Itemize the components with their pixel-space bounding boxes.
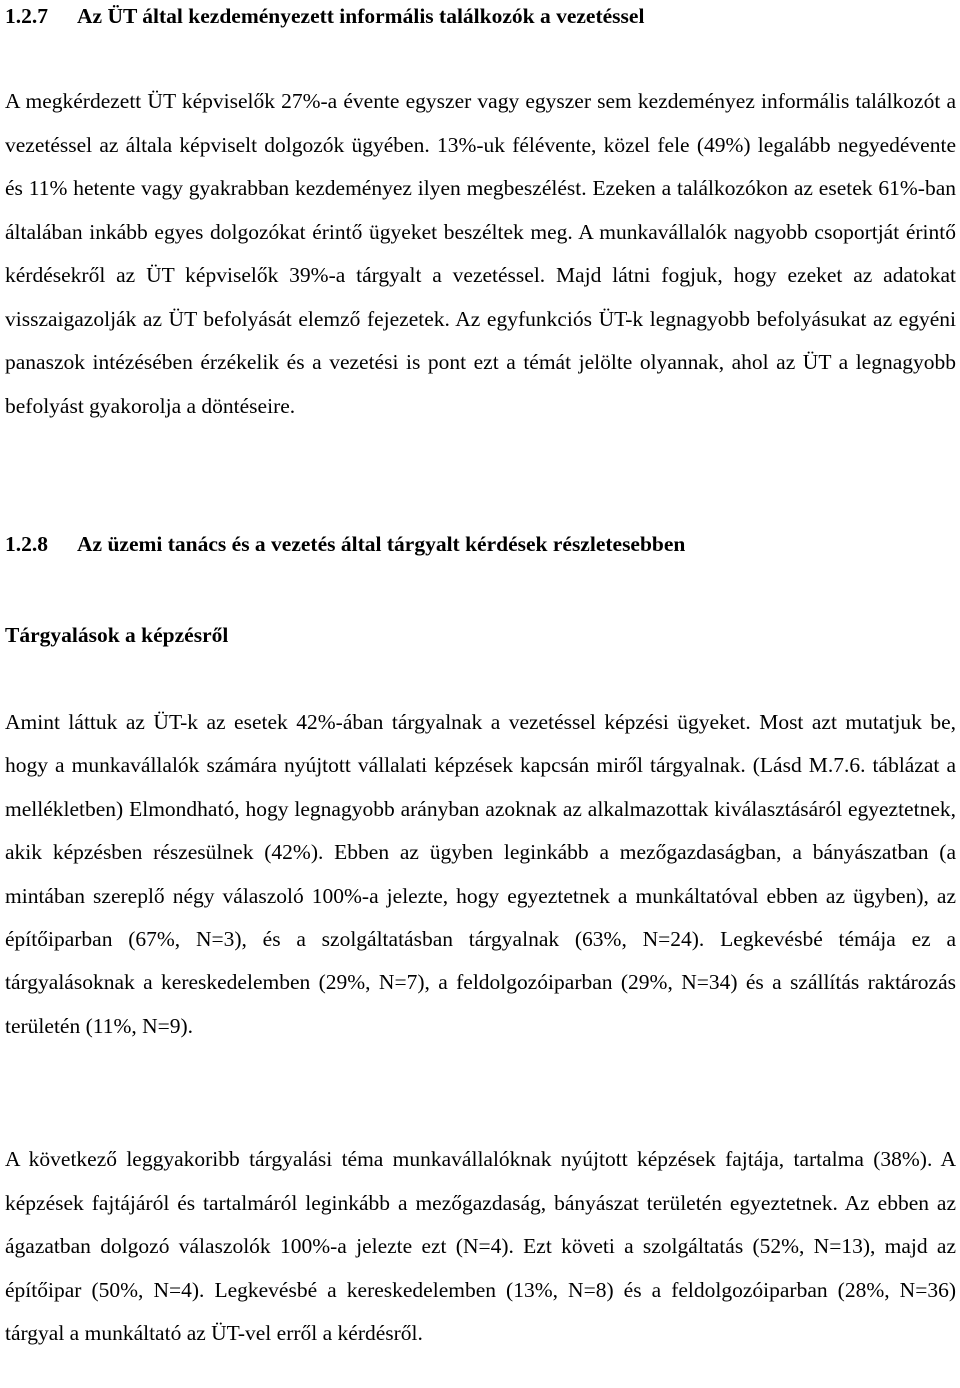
section-heading (5, 4, 644, 29)
section-heading (5, 532, 685, 557)
section-title: Az ÜT által kezdeményezett informális találkozók a vezetéssel (77, 4, 645, 28)
body-paragraph: A következő leggyakoribb tárgyalási téma munkavállalóknak nyújtott képzések fajtája, tartalma (38%). A képzések fajtájáról és tartalmáról leginkább a mezőgazdaság, bányászat területén egyeztetnek. Az ebben az ágazatban dolgozó válaszolók 100%-a jelezte ezt (N=4). Ezt követi a szolgáltatás (52%, N=13), majd az építőipar (50%, N=4). Legkevésbé a kereskedelemben (13%, N=8) és a feldolgozóiparban (28%, N=36) tárgyal a munkáltató az ÜT-vel erről a kérdésről. (5, 1147, 956, 1345)
section-number: 1.2.8 (5, 532, 48, 556)
body-paragraph: Amint láttuk az ÜT-k az esetek 42%-ában tárgyalnak a vezetéssel képzési ügyeket. Most azt mutatjuk be, hogy a munkavállalók számára nyújtott vállalati képzések kapcsán miről tárgyalnak. (Lásd M.7.6. táblázat a mellékletben) Elmondható, hogy legnagyobb arányban azoknak az alkalmazottak kiválasztásáról egyeztetnek, akik képzésben részesülnek (42%). Ebben az ügyben leginkább a mezőgazdaságban, a bányászatban (a mintában szereplő négy válaszoló 100%-a jelezte, hogy egyeztetnek a munkáltatóval ebben az ügyben), az építőiparban (67%, N=3), és a szolgáltatásban tárgyalnak (63%, N=24). Legkevésbé témája ez a tárgyalásoknak a kereskedelemben (29%, N=7), a feldolgozóiparban (29%, N=34) és a szállítás raktározás területén (11%, N=9). (5, 710, 956, 1038)
subsection-heading: Tárgyalások a képzésről (5, 623, 229, 647)
section-number: 1.2.7 (5, 4, 48, 28)
section-title: Az üzemi tanács és a vezetés által tárgyalt kérdések részletesebben (77, 532, 686, 556)
body-paragraph: A megkérdezett ÜT képviselők 27%-a évente egyszer vagy egyszer sem kezdeményez informális találkozót a vezetéssel az általa képviselt dolgozók ügyében. 13%-uk félévente, közel fele (49%) legalább negyedévente és 11% hetente vagy gyakrabban kezdeményez ilyen megbeszélést. Ezeken a találkozókon az esetek 61%-ban általában inkább egyes dolgozókat érintő ügyeket beszéltek meg. A munkavállalók nagyobb csoportját érintő kérdésekről az ÜT képviselők 39%-a tárgyalt a vezetéssel. Majd látni fogjuk, hogy ezeket az adatokat visszaigazolják az ÜT befolyását elemző fejezetek. Az egyfunkciós ÜT-k legnagyobb befolyásukat az egyéni panaszok intézésében érzékelik és a vezetési is pont ezt a témát jelölte olyannak, ahol az ÜT a legnagyobb befolyást gyakorolja a döntéseire. (5, 89, 956, 418)
